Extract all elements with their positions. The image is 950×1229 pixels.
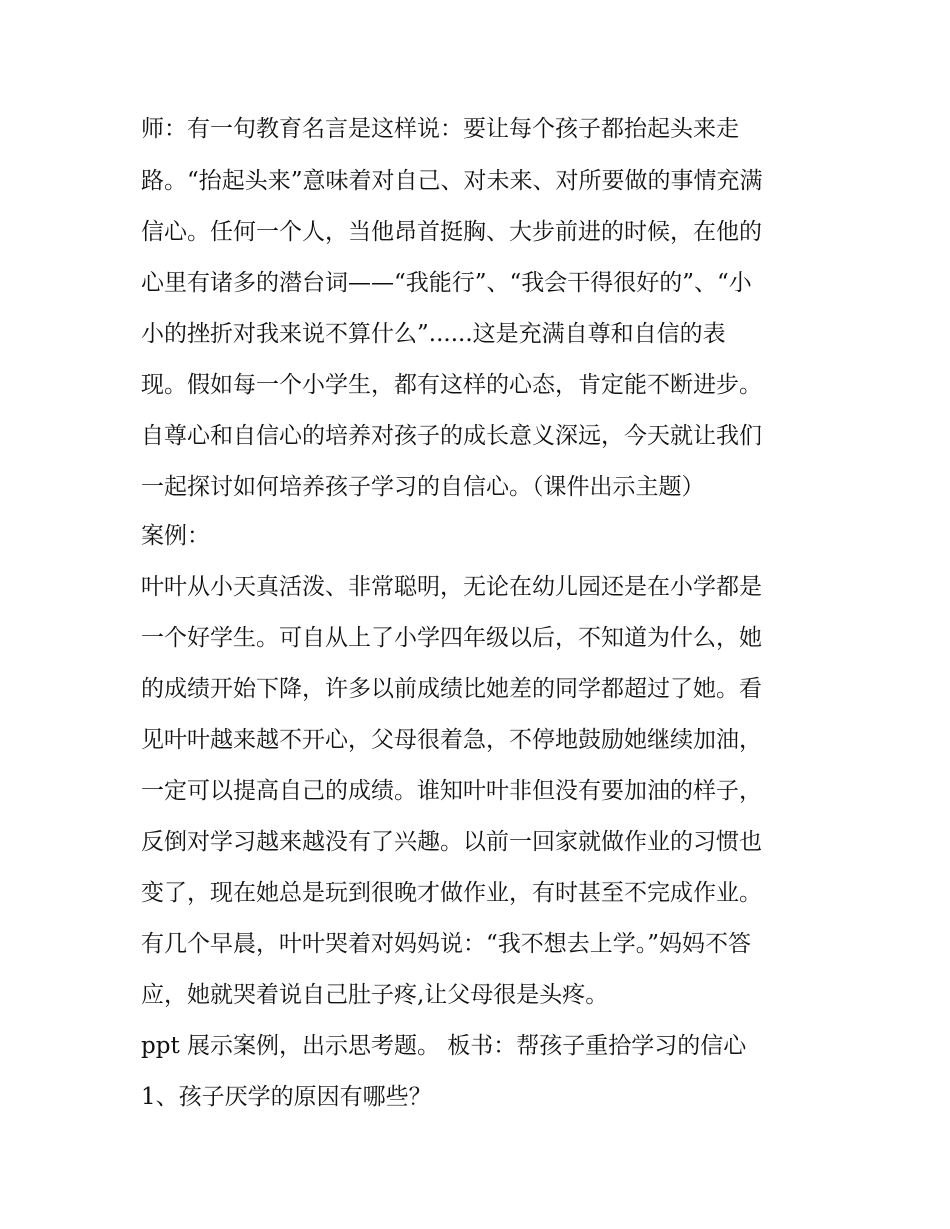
text-line: 见叶叶越来越不开心，父母很着急，不停地鼓励她继续加油， (141, 727, 762, 753)
text-line: 心里有诸多的潜台词——“我能行”、“我会干得很好的”、“小 (141, 270, 752, 296)
text-line: 一个好学生。可自从上了小学四年级以后，不知道为什么，她 (141, 625, 762, 651)
text-line: 一起探讨如何培养孩子学习的自信心。（课件出示主题） (141, 474, 705, 500)
text-line: 现。假如每一个小学生，都有这样的心态，肯定能不断进步。 (141, 372, 762, 398)
text-line: 反倒对学习越来越没有了兴趣。以前一回家就做作业的习惯也 (141, 829, 762, 855)
section-heading: 案例： (141, 523, 210, 549)
list-item: 1、孩子厌学的原因有哪些？ (141, 1084, 432, 1110)
text-line: 路。“抬起头来”意味着对自己、对未来、对所要做的事情充满 (141, 168, 763, 194)
text-line: ppt 展示案例，出示思考题。 板书：帮孩子重拾学习的信心 (141, 1033, 747, 1059)
text-line: 有几个早晨，叶叶哭着对妈妈说：“我不想去上学。”妈妈不答 (141, 931, 752, 957)
text-line: 应，她就哭着说自己肚子疼,让父母很是头疼。 (141, 982, 609, 1008)
text-line: 小的挫折对我来说不算什么”......这是充满自尊和自信的表 (141, 321, 726, 347)
text-line: 信心。任何一个人，当他昂首挺胸、大步前进的时候，在他的 (141, 219, 762, 245)
text-line: 变了，现在她总是玩到很晚才做作业，有时甚至不完成作业。 (141, 880, 762, 906)
text-line: 师：有一句教育名言是这样说：要让每个孩子都抬起头来走 (141, 116, 739, 142)
text-line: 一定可以提高自己的成绩。谁知叶叶非但没有要加油的样子， (141, 778, 762, 804)
text-line: 自尊心和自信心的培养对孩子的成长意义深远，今天就让我们 (141, 423, 762, 449)
text-line: 的成绩开始下降，许多以前成绩比她差的同学都超过了她。看 (141, 676, 762, 702)
text-line: 叶叶从小天真活泼、非常聪明，无论在幼儿园还是在小学都是 (141, 574, 762, 600)
